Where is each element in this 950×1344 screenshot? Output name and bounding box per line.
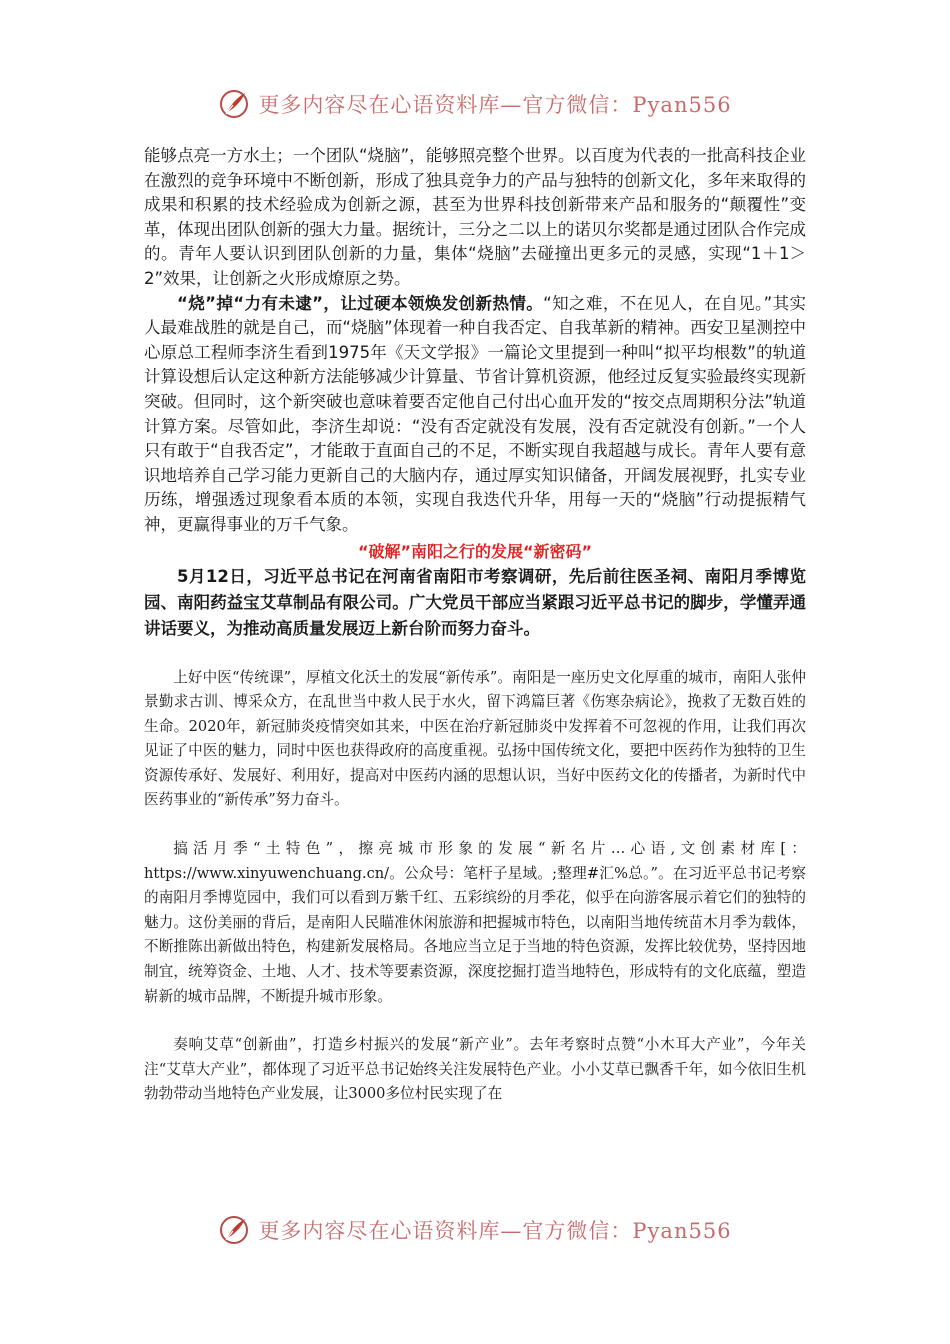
spacer bbox=[144, 1009, 806, 1033]
banner-text: 更多内容尽在心语资料库—官方微信：Pyan556 bbox=[258, 1219, 732, 1243]
feather-pen-logo-icon bbox=[218, 1214, 250, 1246]
section-heading: “破解”南阳之行的发展“新密码” bbox=[357, 541, 593, 561]
paragraph-rose-specialty: 搞活月季“土特色”，擦亮城市形象的发展“新名片…心语,文创素材库[：https://www.xinyuwenchuang.cn/。公众号：笔杆子星域。;整理#汇%总。”。在习近平总书记考察的南阳月季博览园中，我们可以看到万紫千红、五彩缤纷的月季花，似乎在向游客展示着它们的独特的魅力。这份美丽的背后，是南阳人民瞄准休闲旅游和把握城市特色，以南阳当地传统苗木月季为载体，不断推陈出新做出特色，构建新发展格局。各地应当立足于当地的特色资源，发挥比较优势，坚持因地制宜，统筹资金、土地、人才、技术等要素资源，深度挖掘打造当地特色，形成特有的文化底蕴，塑造崭新的城市品牌，不断提升城市形象。 bbox=[144, 840, 806, 1005]
spacer bbox=[144, 813, 806, 837]
paragraph-bold-lead: “烧”掉“力有未逮”，让过硬本领焕发创新热情。 bbox=[177, 293, 544, 313]
document-body bbox=[144, 144, 806, 1107]
banner-text: 更多内容尽在心语资料库—官方微信：Pyan556 bbox=[258, 93, 732, 117]
paragraph-body: “知之难，不在见人，在自见。”其实人最难战胜的就是自己，而“烧脑”体现着一种自我否定、自我革新的精神。西安卫星测控中心原总工程师李济生看到1975年《天文学报》一篇论文里提到一种叫“拟平均根数”的轨道计算设想后认定这种新方法能够减少计算量、节省计算机资源，他经过反复实验最终实现新突破。但同时，这个新突破也意味着要否定他自己付出心血开发的“按交点周期积分法”轨道计算方案。尽管如此，李济生却说：“没有否定就没有发展，没有否定就没有创新。”一个人只有敢于“自我否定”，才能敢于直面自己的不足，不断实现自我超越与成长。青年人要有意识地培养自己学习能力更新自己的大脑内存，通过厚实知识储备，开阔发展视野，扎实专业历练，增强透过现象看本质的本领，实现自我迭代升华，用每一天的“烧脑”行动提振精气神，更赢得事业的万千气象。 bbox=[144, 293, 806, 534]
spacer bbox=[144, 642, 806, 666]
feather-pen-logo-icon bbox=[218, 88, 250, 120]
paragraph-self-negation bbox=[144, 292, 806, 538]
header-banner bbox=[0, 84, 950, 124]
footer-banner bbox=[0, 1210, 950, 1250]
paragraph-mugwort-industry: 奏响艾草“创新曲”，打造乡村振兴的发展“新产业”。去年考察时点赞“小木耳大产业”，今年关注“艾草大产业”，都体现了习近平总书记始终关注发展特色产业。小小艾草已飘香千年，如今依旧生机勃勃带动当地特色产业发展，让3000多位村民实现了在 bbox=[144, 1036, 806, 1103]
section-lead-paragraph: 5月12日，习近平总书记在河南省南阳市考察调研，先后前往医圣祠、南阳月季博览园、南阳药益宝艾草制品有限公司。广大党员干部应当紧跟习近平总书记的脚步，学懂弄通讲话要义，为推动高质量发展迈上新台阶而努力奋斗。 bbox=[144, 566, 806, 638]
paragraph-tcm-tradition: 上好中医“传统课”，厚植文化沃土的发展“新传承”。南阳是一座历史文化厚重的城市，南阳人张仲景勤求古训、博采众方，在乱世当中救人民于水火，留下鸿篇巨著《伤寒杂病论》，挽救了无数百姓的生命。2020年，新冠肺炎疫情突如其来，中医在治疗新冠肺炎中发挥着不可忽视的作用，让我们再次见证了中医的魅力，同时中医也获得政府的高度重视。弘扬中国传统文化，要把中医药作为独特的卫生资源传承好、发展好、利用好，提高对中医药内涵的思想认识，当好中医药文化的传播者，为新时代中医药事业的“新传承”努力奋斗。 bbox=[144, 668, 806, 809]
paragraph-team-innovation: 能够点亮一方水土；一个团队“烧脑”，能够照亮整个世界。以百度为代表的一批高科技企业在激烈的竞争环境中不断创新，形成了独具竞争力的产品与独特的创新文化，多年来取得的成果和积累的技术经验成为创新之源，甚至为世界科技创新带来产品和服务的“颠覆性”变革，体现出团队创新的强大力量。据统计，三分之二以上的诺贝尔奖都是通过团队合作完成的。青年人要认识到团队创新的力量，集体“烧脑”去碰撞出更多元的灵感，实现“1＋1＞2”效果，让创新之火形成燎原之势。 bbox=[144, 146, 806, 288]
